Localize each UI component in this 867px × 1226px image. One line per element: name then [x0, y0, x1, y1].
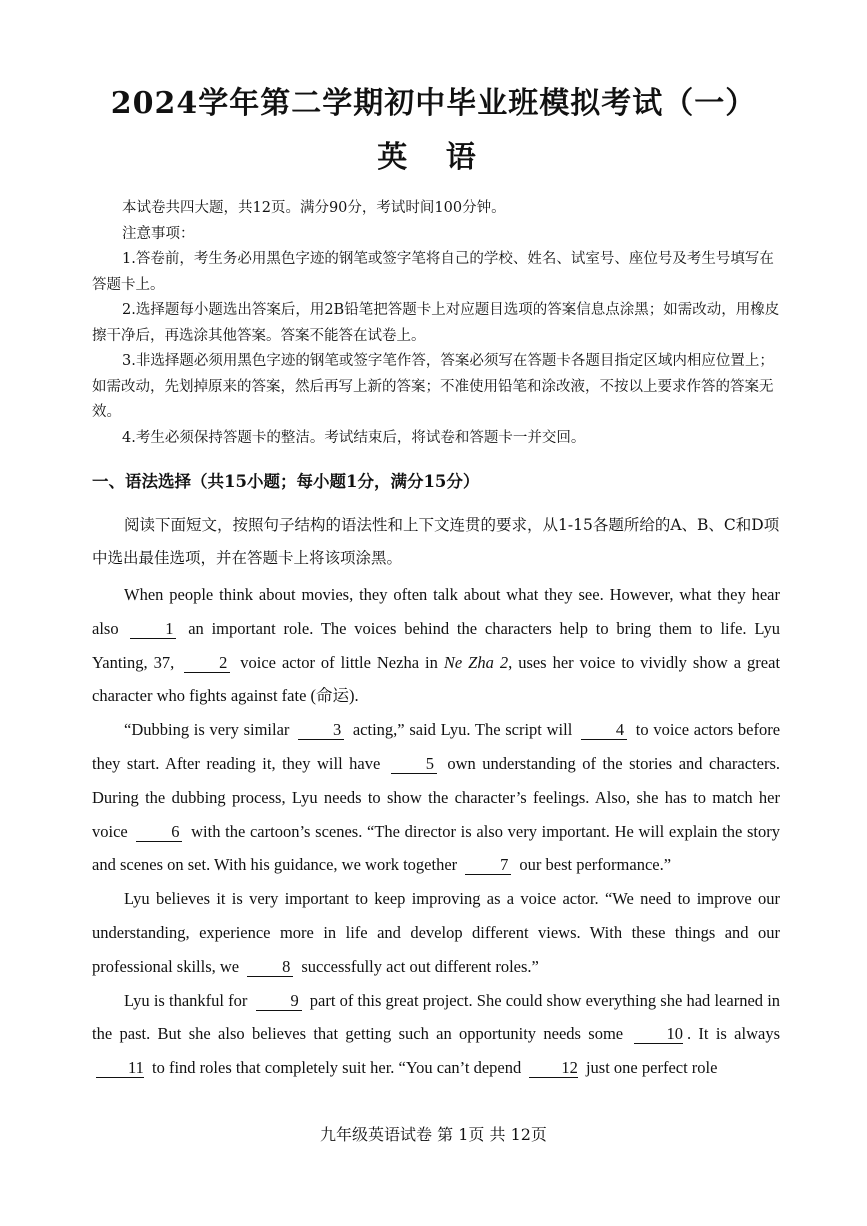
- blank-9: 9: [256, 992, 302, 1011]
- passage-paragraph: [92, 882, 780, 983]
- passage-text: acting,” said Lyu. The script will: [352, 720, 573, 740]
- passage-paragraph: [92, 984, 780, 1085]
- passage-text: When people think about movies, they often talk about what they see. However, what they hear also: [92, 585, 780, 638]
- passage-text: “Dubbing is very similar: [124, 720, 290, 740]
- blank-7: 7: [465, 856, 511, 875]
- blank-12: 12: [529, 1059, 578, 1078]
- section-instruction: [92, 509, 780, 575]
- passage-text: , uses her voice to vividly show a great character who fights against fate (命运).: [92, 652, 781, 706]
- instruction-text: 阅读下面短文，按照句子结构的语法性和上下文连贯的要求，从1-15各题所给的A、B、C和D项中选出最佳选项，并在答题卡上将该项涂黑。: [92, 516, 780, 567]
- blank-5: 5: [391, 755, 437, 774]
- passage-text: Lyu is thankful for: [124, 990, 248, 1010]
- passage-text: with the cartoon’s scenes. “The director is also very important. He will explain the story and scenes on set. With his guidance, we work together: [92, 821, 780, 875]
- notes-item: 1.答卷前，考生务必用黑色字迹的钢笔或签字笔将自己的学校、姓名、试室号、座位号及考生号填写在答题卡上。: [92, 251, 774, 293]
- blank-2: 2: [184, 654, 230, 673]
- blank-10: 10: [634, 1025, 683, 1044]
- page-footer: 九年级英语试卷 第 1页 共 12页: [320, 1125, 547, 1144]
- section-heading: 一、语法选择（共15小题；每小题1分，满分15分）: [92, 472, 480, 491]
- blank-4: 4: [581, 721, 627, 740]
- subject-title: 英 语: [377, 140, 490, 175]
- reading-passage: [92, 578, 780, 1085]
- passage-text: voice actor of little Nezha in: [240, 652, 438, 672]
- passage-paragraph: [92, 578, 780, 713]
- blank-1: 1: [130, 620, 176, 639]
- blank-8: 8: [247, 958, 293, 977]
- notes-item: 4.考生必须保持答题卡的整洁。考试结束后，将试卷和答题卡一并交回。: [122, 429, 586, 446]
- blank-6: 6: [136, 823, 182, 842]
- notes-intro: 本试卷共四大题，共12页。满分90分，考试时间100分钟。: [122, 200, 506, 216]
- passage-text: our best performance.”: [519, 855, 672, 875]
- passage-text: to find roles that completely suit her. “You can’t depend: [152, 1058, 522, 1078]
- passage-paragraph: [92, 713, 780, 882]
- passage-text: . It is always: [686, 1024, 780, 1044]
- passage-text: part of this great project. She could show everything she had learned in the past. But she also believes that getting such an opportunity needs some: [92, 990, 781, 1044]
- blank-11: 11: [96, 1059, 144, 1078]
- movie-title: Ne Zha 2: [443, 652, 509, 672]
- exam-title: 2024学年第二学期初中毕业班模拟考试（一）: [110, 86, 757, 121]
- notes-label: 注意事项：: [122, 225, 195, 242]
- notes-item: 2.选择题每小题选出答案后，用2B铅笔把答题卡上对应题目选项的答案信息点涂黑；如需改动，用橡皮擦干净后，再选涂其他答案。答案不能答在试卷上。: [92, 302, 780, 344]
- exam-notes: [92, 196, 780, 451]
- passage-text: to voice actors before they start. After reading it, they will have: [92, 720, 781, 773]
- passage-text: own understanding of the stories and characters. During the dubbing process, Lyu needs to show the character’s feelings. Also, she has to match her voice: [92, 753, 780, 841]
- passage-text: Lyu believes it is very important to keep improving as a voice actor. “We need to improve our understanding, experience more in life and develop different views. With these things and our professional skills, we: [92, 889, 780, 976]
- blank-3: 3: [298, 721, 344, 740]
- notes-item: 3.非选择题必须用黑色字迹的钢笔或签字笔作答，答案必须写在答题卡各题目指定区域内相应位置上；如需改动，先划掉原来的答案，然后再写上新的答案；不准使用铅笔和涂改液，不按以上要求作答的答案无效。: [92, 353, 774, 420]
- passage-text: an important role. The voices behind the characters help to bring them to life. Lyu Yanting, 37,: [92, 618, 781, 672]
- passage-text: just one perfect role: [585, 1058, 718, 1078]
- passage-text: successfully act out different roles.”: [301, 956, 539, 976]
